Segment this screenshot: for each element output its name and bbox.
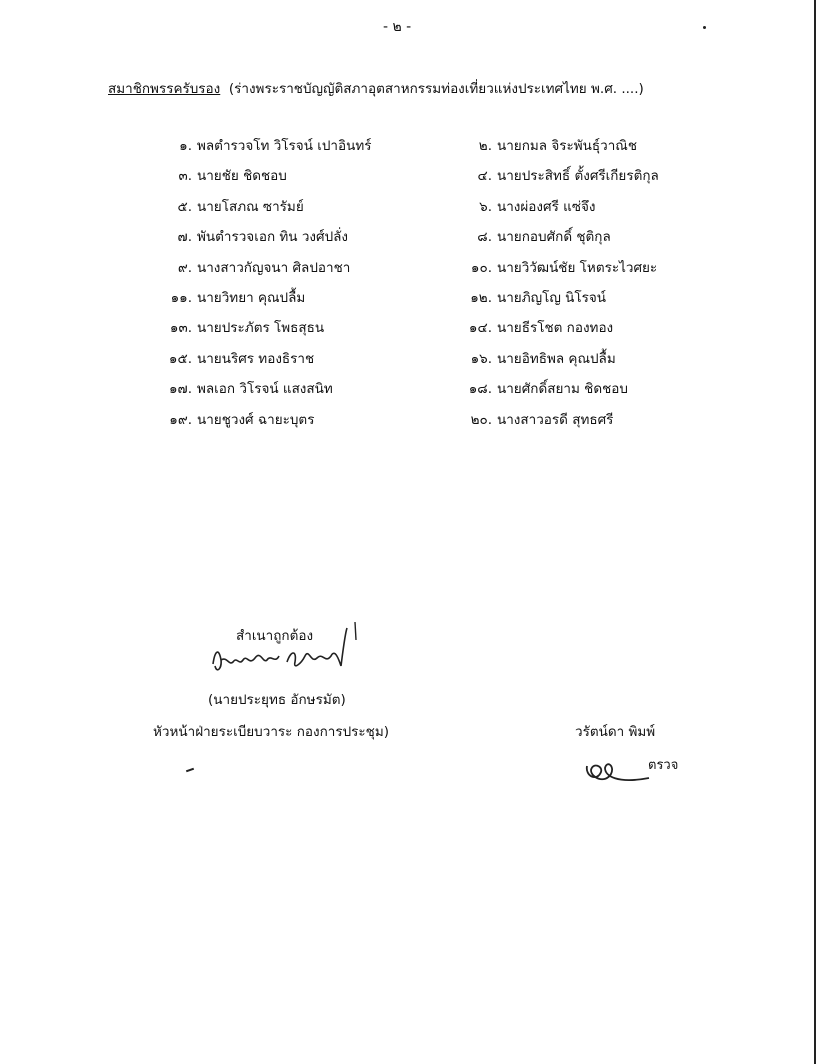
member-row [448, 259, 738, 289]
member-name: นายภิญโญ นิโรจน์ [497, 289, 607, 306]
member-row [148, 167, 438, 197]
header-label: สมาชิกพรรครับรอง [108, 81, 221, 97]
member-row [448, 289, 738, 319]
member-number: ๘. [477, 229, 492, 246]
member-row [448, 137, 738, 167]
member-name: นายชัย ชิดชอบ [197, 168, 287, 185]
member-name: นายธีรโชต กองทอง [497, 320, 614, 337]
member-number: ๙. [177, 259, 192, 276]
member-number: ๑๙. [169, 411, 192, 428]
member-name: นายชูวงศ์ ฉายะบุตร [197, 411, 315, 428]
member-row [148, 198, 438, 228]
page-number: - ๒ - [383, 19, 412, 35]
member-number: ๒. [478, 138, 492, 154]
member-name: นายศักดิ์สยาม ชิดชอบ [497, 381, 628, 398]
pen-mark [186, 768, 194, 773]
member-number: ๓. [178, 168, 192, 185]
member-name: พลตำรวจโท วิโรจน์ เปาอินทร์ [197, 138, 372, 154]
members-right-column [448, 137, 738, 441]
member-number: ๑๘. [468, 381, 492, 398]
document-header [108, 77, 644, 99]
checker-label: ตรวจ [648, 758, 679, 773]
member-row [148, 137, 438, 167]
member-row [448, 411, 738, 441]
member-number: ๕. [177, 198, 192, 215]
checker-initials [583, 754, 653, 788]
members-left-column [148, 137, 438, 441]
member-name: นายประภัตร โพธสุธน [197, 320, 325, 337]
certified-copy-label: สำเนาถูกต้อง [236, 628, 314, 644]
member-number: ๑๓. [169, 320, 192, 337]
member-row [448, 228, 738, 258]
member-name: นางสาวอรดี สุทธศรี [497, 411, 614, 428]
member-number: ๑๐. [470, 259, 492, 276]
bill-title: (ร่างพระราชบัญญัติสภาอุตสาหกรรมท่องเที่ยวแห่งประเทศไทย พ.ศ. ....) [228, 81, 644, 97]
member-name: นายกมล จิระพันธุ์วาณิช [497, 138, 637, 154]
member-name: นายประสิทธิ์ ตั้งศรีเกียรติกุล [497, 168, 659, 185]
member-row [148, 259, 438, 289]
typist-label: วรัตน์ดา พิมพ์ [575, 724, 656, 740]
member-number: ๒๐. [470, 411, 492, 428]
member-row [148, 350, 438, 380]
member-name: นายโสภณ ซารัมย์ [197, 198, 304, 215]
member-name: นายอิทธิพล คุณปลื้ม [497, 350, 616, 367]
member-name: นายวิทยา คุณปลื้ม [197, 289, 306, 306]
member-row [148, 289, 438, 319]
member-row [148, 411, 438, 441]
member-row [448, 167, 738, 197]
member-row [148, 319, 438, 349]
member-number: ๗. [177, 229, 192, 246]
member-row [448, 350, 738, 380]
signer-name: (นายประยุทธ อักษรมัต) [208, 692, 346, 708]
member-number: ๑๒. [470, 289, 492, 306]
member-number: ๔. [477, 168, 492, 185]
member-name: นายกอบศักดิ์ ชุติกุล [497, 229, 611, 246]
member-name: นางสาวกัญจนา ศิลปอาชา [197, 259, 351, 276]
member-row [448, 380, 738, 410]
scan-speck [703, 26, 706, 29]
member-number: ๑๖. [470, 350, 492, 367]
member-number: ๑๗. [168, 381, 192, 398]
member-row [448, 198, 738, 228]
member-row [148, 380, 438, 410]
member-row [148, 228, 438, 258]
member-name: พลเอก วิโรจน์ แสงสนิท [197, 381, 333, 398]
member-name: นายวิวัฒน์ชัย โหตระไวศยะ [497, 259, 658, 276]
member-number: ๑๑. [170, 289, 192, 306]
member-name: พันตำรวจเอก ทิน วงศ์ปลั่ง [197, 229, 348, 246]
signer-position: หัวหน้าฝ่ายระเบียบวาระ กองการประชุม) [153, 724, 389, 740]
member-name: นายนริศร ทองธิราช [197, 350, 315, 367]
member-name: นางผ่องศรี แซ่จึง [497, 198, 596, 215]
member-row [448, 319, 738, 349]
member-number: ๑๕. [168, 350, 192, 367]
member-number: ๑. [179, 138, 192, 154]
member-number: ๑๔. [468, 320, 492, 337]
member-number: ๖. [479, 198, 492, 215]
